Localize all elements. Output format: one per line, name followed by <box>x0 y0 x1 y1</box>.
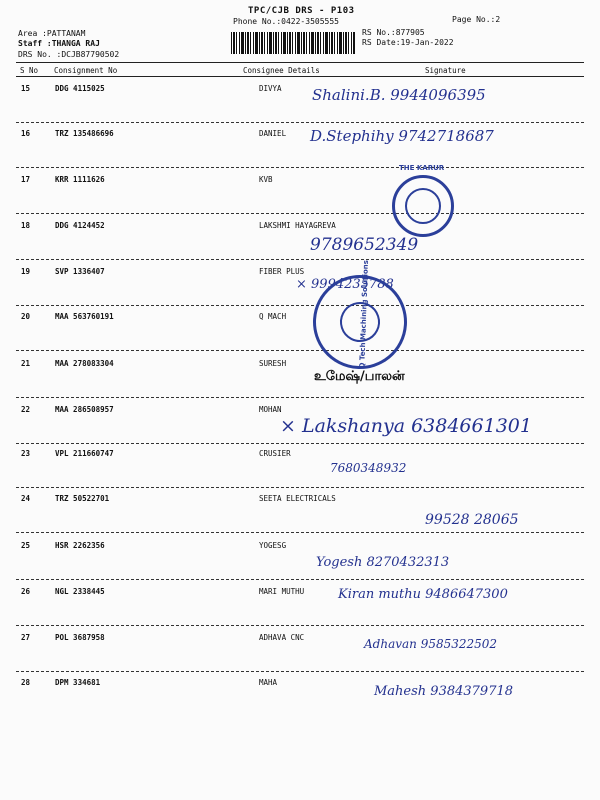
column-consignment: Consignment No <box>54 66 118 75</box>
row-separator <box>16 213 584 214</box>
row-separator <box>16 671 584 672</box>
row-consignment: VPL 211660747 <box>55 449 114 458</box>
row-consignee: Q MACH <box>259 312 287 321</box>
row-separator <box>16 350 584 351</box>
row-sno: 22 <box>21 405 31 414</box>
row-separator <box>16 487 584 488</box>
row-sno: 26 <box>21 587 31 596</box>
table-row <box>0 312 600 363</box>
row-signature: 9789652349 <box>310 235 419 255</box>
row-signature: 99528 28065 <box>425 512 519 528</box>
table-row <box>0 633 600 684</box>
row-consignment: MAA 286508957 <box>55 405 114 414</box>
table-row <box>0 678 600 729</box>
row-signature: Yogesh 8270432313 <box>316 555 450 570</box>
row-signature: உமேஷ்/பாலன் <box>314 369 405 384</box>
row-consignee: ADHAVA CNC <box>259 633 305 642</box>
row-sno: 17 <box>21 175 31 184</box>
table-row <box>0 175 600 226</box>
row-sno: 24 <box>21 494 31 503</box>
row-separator <box>16 625 584 626</box>
row-consignee: MOHAN <box>259 405 282 414</box>
karur-stamp-inner-ring <box>405 188 441 224</box>
table-row <box>0 129 600 180</box>
row-consignment: HSR 2262356 <box>55 541 105 550</box>
row-consignment: MAA 278083304 <box>55 359 114 368</box>
page-number: Page No.:2 <box>452 15 501 24</box>
barcode <box>231 32 355 54</box>
row-consignee: KVB <box>259 175 273 184</box>
row-sno: 25 <box>21 541 31 550</box>
row-separator <box>16 167 584 168</box>
row-sno: 23 <box>21 449 31 458</box>
row-consignee: YOGESG <box>259 541 287 550</box>
row-signature: D.Stephihy 9742718687 <box>310 127 494 145</box>
sheet-title: TPC/CJB DRS - P103 <box>248 6 355 16</box>
row-separator <box>16 532 584 533</box>
row-signature: 7680348932 <box>330 461 407 475</box>
row-consignee: DIVYA <box>259 84 282 93</box>
table-row <box>0 84 600 135</box>
header-top-rule <box>16 62 584 63</box>
table-row <box>0 221 600 272</box>
karur-stamp <box>392 164 454 237</box>
row-consignee: FIBER PLUS <box>259 267 305 276</box>
table-row <box>0 449 600 500</box>
row-consignment: TRZ 50522701 <box>55 494 110 503</box>
row-consignee: MARI MUTHU <box>259 587 305 596</box>
row-consignee: CRUSIER <box>259 449 291 458</box>
row-consignee: MAHA <box>259 678 278 687</box>
column-sno: S No <box>20 66 39 75</box>
row-sno: 19 <box>21 267 31 276</box>
row-consignment: DDG 4115025 <box>55 84 105 93</box>
table-row <box>0 587 600 638</box>
row-signature: Shalini.B. 9944096395 <box>312 86 486 104</box>
row-signature: Adhavan 9585322502 <box>364 637 498 651</box>
row-consignee: SURESH <box>259 359 287 368</box>
row-consignee: DANIEL <box>259 129 287 138</box>
row-signature: Mahesh 9384379718 <box>374 684 514 699</box>
column-consignee: Consignee Details <box>243 66 320 75</box>
row-sno: 16 <box>21 129 31 138</box>
row-sno: 15 <box>21 84 31 93</box>
table-row <box>0 541 600 592</box>
table-row <box>0 359 600 410</box>
row-consignment: DDG 4124452 <box>55 221 105 230</box>
column-signature: Signature <box>425 66 466 75</box>
row-signature: Kiran muthu 9486647300 <box>338 587 508 602</box>
row-separator <box>16 259 584 260</box>
row-sno: 28 <box>21 678 31 687</box>
row-consignee: SEETA ELECTRICALS <box>259 494 336 503</box>
row-consignment: KRR 1111626 <box>55 175 105 184</box>
row-consignee: LAKSHMI HAYAGREVA <box>259 221 336 230</box>
row-sno: 18 <box>21 221 31 230</box>
row-consignment: TRZ 135486696 <box>55 129 114 138</box>
row-consignment: DPM 334681 <box>55 678 101 687</box>
row-sno: 20 <box>21 312 31 321</box>
row-separator <box>16 122 584 123</box>
row-separator <box>16 397 584 398</box>
header-bottom-rule <box>16 76 584 77</box>
row-separator <box>16 579 584 580</box>
row-signature: × 9994235788 <box>296 277 394 292</box>
row-consignment: NGL 2338445 <box>55 587 105 596</box>
row-consignment: MAA 563760191 <box>55 312 114 321</box>
table-row <box>0 267 600 318</box>
rs-number: RS No.:877905 <box>362 28 425 37</box>
karur-stamp-label: THE KARUR <box>399 164 445 172</box>
rs-date: RS Date:19-Jan-2022 <box>362 38 454 47</box>
phone-number: Phone No.:0422-3505555 <box>233 17 339 26</box>
area-label: Area :PATTANAM <box>18 29 86 38</box>
row-separator <box>16 443 584 444</box>
qtech-stamp-label: Q Tech Machining Solutions <box>358 259 370 369</box>
table-row <box>0 494 600 545</box>
staff-label: Staff :THANGA RAJ <box>18 39 100 48</box>
drs-number: DRS No. :DCJB87790502 <box>18 50 120 59</box>
row-sno: 21 <box>21 359 31 368</box>
row-consignment: POL 3687958 <box>55 633 105 642</box>
row-sno: 27 <box>21 633 31 642</box>
row-consignment: SVP 1336407 <box>55 267 105 276</box>
row-signature: × Lakshanya 6384661301 <box>280 415 532 437</box>
row-separator <box>16 305 584 306</box>
